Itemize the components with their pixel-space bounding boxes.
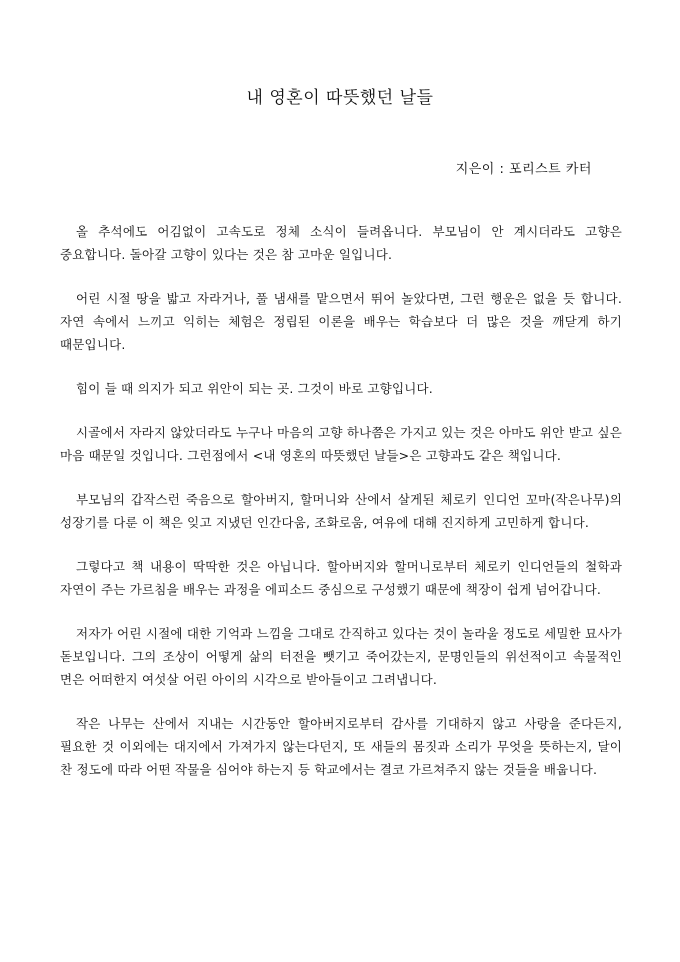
paragraph: 힘이 들 때 의지가 되고 위안이 되는 곳. 그것이 바로 고향입니다. bbox=[76, 381, 433, 396]
document-title: 내 영혼이 따뜻했던 날들 bbox=[246, 88, 434, 108]
paragraph: 저자가 어린 시절에 대한 기억과 느낌을 그대로 간직하고 있다는 것이 놀라울 정도로 세밀한 묘사가 돋보입니다. 그의 조상이 어떻게 삶의 터전을 뺏기고 죽어갔는지, 문명인들의 위선적이고 속물적인 면은 어떠한지 여섯살 어린 아이의 시각으로 받아들이고 그려냅니다. bbox=[60, 626, 622, 687]
author-line: 지은이 : 포리스트 카터 bbox=[455, 162, 592, 177]
paragraph: 어린 시절 땅을 밟고 자라거나, 풀 냄새를 맡으면서 뛰어 놀았다면, 그런 행운은 없을 듯 합니다. 자연 속에서 느끼고 익히는 체험은 정립된 이론을 배우는 학습보다 더 많은 것을 깨닫게 하기 때문입니다. bbox=[60, 291, 622, 352]
paragraph: 시골에서 자라지 않았더라도 누구나 마음의 고향 하나쯤은 가지고 있는 것은 아마도 위안 받고 싶은 마음 때문일 것입니다. 그런점에서 <내 영혼의 따뜻했던 날들>은 고향과도 같은 책입니다. bbox=[60, 425, 622, 463]
paragraph: 올 추석에도 어김없이 고속도로 정체 소식이 들려옵니다. 부모님이 안 계시더라도 고향은 중요합니다. 돌아갈 고향이 있다는 것은 참 고마운 일입니다. bbox=[60, 224, 622, 262]
paragraph: 부모님의 갑작스런 죽음으로 할아버지, 할머니와 산에서 살게된 체로키 인디언 꼬마(작은나무)의 성장기를 다룬 이 책은 잊고 지냈던 인간다움, 조화로움, 여유에 대해 진지하게 고민하게 합니다. bbox=[60, 492, 622, 530]
document-body bbox=[60, 220, 622, 802]
paragraph: 작은 나무는 산에서 지내는 시간동안 할아버지로부터 감사를 기대하지 않고 사랑을 준다든지, 필요한 것 이외에는 대지에서 가져가지 않는다던지, 또 새들의 몸짓과 소리가 무엇을 뜻하는지, 달이 찬 정도에 따라 어떤 작물을 심어야 하는지 등 학교에서는 결코 가르쳐주지 않는 것들을 배웁니다. bbox=[60, 716, 622, 777]
paragraph: 그렇다고 책 내용이 딱딱한 것은 아닙니다. 할아버지와 할머니로부터 체로키 인디언들의 철학과 자연이 주는 가르침을 배우는 과정을 에피소드 중심으로 구성했기 때문에 책장이 쉽게 넘어갑니다. bbox=[60, 559, 622, 597]
